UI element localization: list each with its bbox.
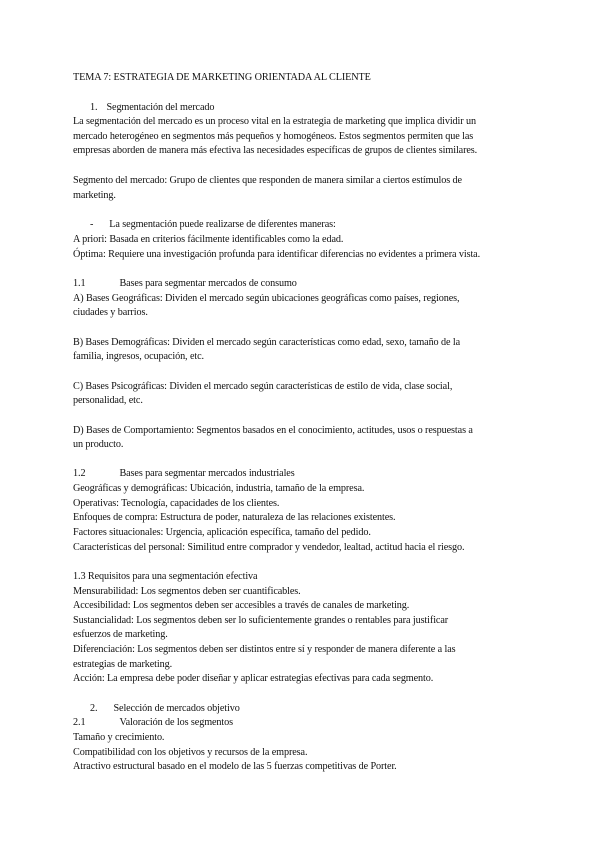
paragraph-line: personalidad, etc. (73, 395, 143, 406)
list-item: estrategias de marketing. (73, 659, 173, 670)
list-item: Tamaño y crecimiento. (73, 732, 165, 743)
list-item: Geográficas y demográficas: Ubicación, industria, tamaño de la empresa. (73, 483, 365, 494)
paragraph-line: marketing. (73, 190, 116, 201)
paragraph-line: mercado heterogéneo en segmentos más pequeños y homogéneos. Estos segmentos permiten que las (73, 131, 474, 142)
list-item: Sustancialidad: Los segmentos deben ser lo suficientemente grandes o rentables para justificar (73, 615, 449, 626)
section-2-1-heading: 2.1 Valoración de los segmentos (73, 717, 234, 728)
list-item: Características del personal: Similitud entre comprador y vendedor, lealtad, actitud hacia el riesgo. (73, 542, 465, 553)
paragraph-line: D) Bases de Comportamiento: Segmentos basados en el conocimiento, actitudes, usos o respuestas a (73, 425, 473, 436)
paragraph-line: ciudades y barrios. (73, 307, 148, 318)
list-item: esfuerzos de marketing. (73, 629, 168, 640)
paragraph-line: un producto. (73, 439, 124, 450)
list-item: Operativas: Tecnología, capacidades de los clientes. (73, 498, 280, 509)
paragraph-line: A) Bases Geográficas: Dividen el mercado según ubicaciones geográficas como países, regiones, (73, 293, 460, 304)
section-1-3-heading: 1.3 Requisitos para una segmentación efectiva (73, 571, 258, 582)
paragraph-line: La segmentación del mercado es un proceso vital en la estrategia de marketing que implica dividir un (73, 116, 477, 127)
section-1-2-heading: 1.2 Bases para segmentar mercados industriales (73, 468, 295, 479)
list-item: Acción: La empresa debe poder diseñar y aplicar estrategias efectivas para cada segmento. (73, 673, 434, 684)
list-item: Enfoques de compra: Estructura de poder, naturaleza de las relaciones existentes. (73, 512, 396, 523)
section-1-heading: 1. Segmentación del mercado (90, 102, 215, 113)
section-2-heading: 2. Selección de mercados objetivo (90, 703, 240, 714)
bullet-item: - La segmentación puede realizarse de diferentes maneras: (90, 219, 336, 230)
list-item: Factores situacionales: Urgencia, aplicación específica, tamaño del pedido. (73, 527, 371, 538)
list-item: Accesibilidad: Los segmentos deben ser accesibles a través de canales de marketing. (73, 600, 410, 611)
paragraph-line: familia, ingresos, ocupación, etc. (73, 351, 204, 362)
paragraph-line: B) Bases Demográficas: Dividen el mercado según características como edad, sexo, tamaño de la (73, 337, 461, 348)
list-item: Atractivo estructural basado en el modelo de las 5 fuerzas competitivas de Porter. (73, 761, 397, 772)
paragraph-line: empresas aborden de manera más efectiva las necesidades específicas de grupos de clientes similares. (73, 145, 478, 156)
document-title: TEMA 7: ESTRATEGIA DE MARKETING ORIENTADA AL CLIENTE (73, 72, 371, 83)
paragraph-line: Segmento del mercado: Grupo de clientes que responden de manera similar a ciertos estímulos de (73, 175, 462, 186)
paragraph-line: C) Bases Psicográficas: Dividen el mercado según características de estilo de vida, clase social, (73, 381, 453, 392)
list-item: Mensurabilidad: Los segmentos deben ser cuantificables. (73, 586, 301, 597)
section-1-1-heading: 1.1 Bases para segmentar mercados de consumo (73, 278, 297, 289)
paragraph-line: A priori: Basada en criterios fácilmente identificables como la edad. (73, 234, 344, 245)
list-item: Compatibilidad con los objetivos y recursos de la empresa. (73, 747, 308, 758)
list-item: Diferenciación: Los segmentos deben ser distintos entre sí y responder de manera diferente a las (73, 644, 456, 655)
paragraph-line: Óptima: Requiere una investigación profunda para identificar diferencias no evidentes a primera vista. (73, 249, 481, 260)
